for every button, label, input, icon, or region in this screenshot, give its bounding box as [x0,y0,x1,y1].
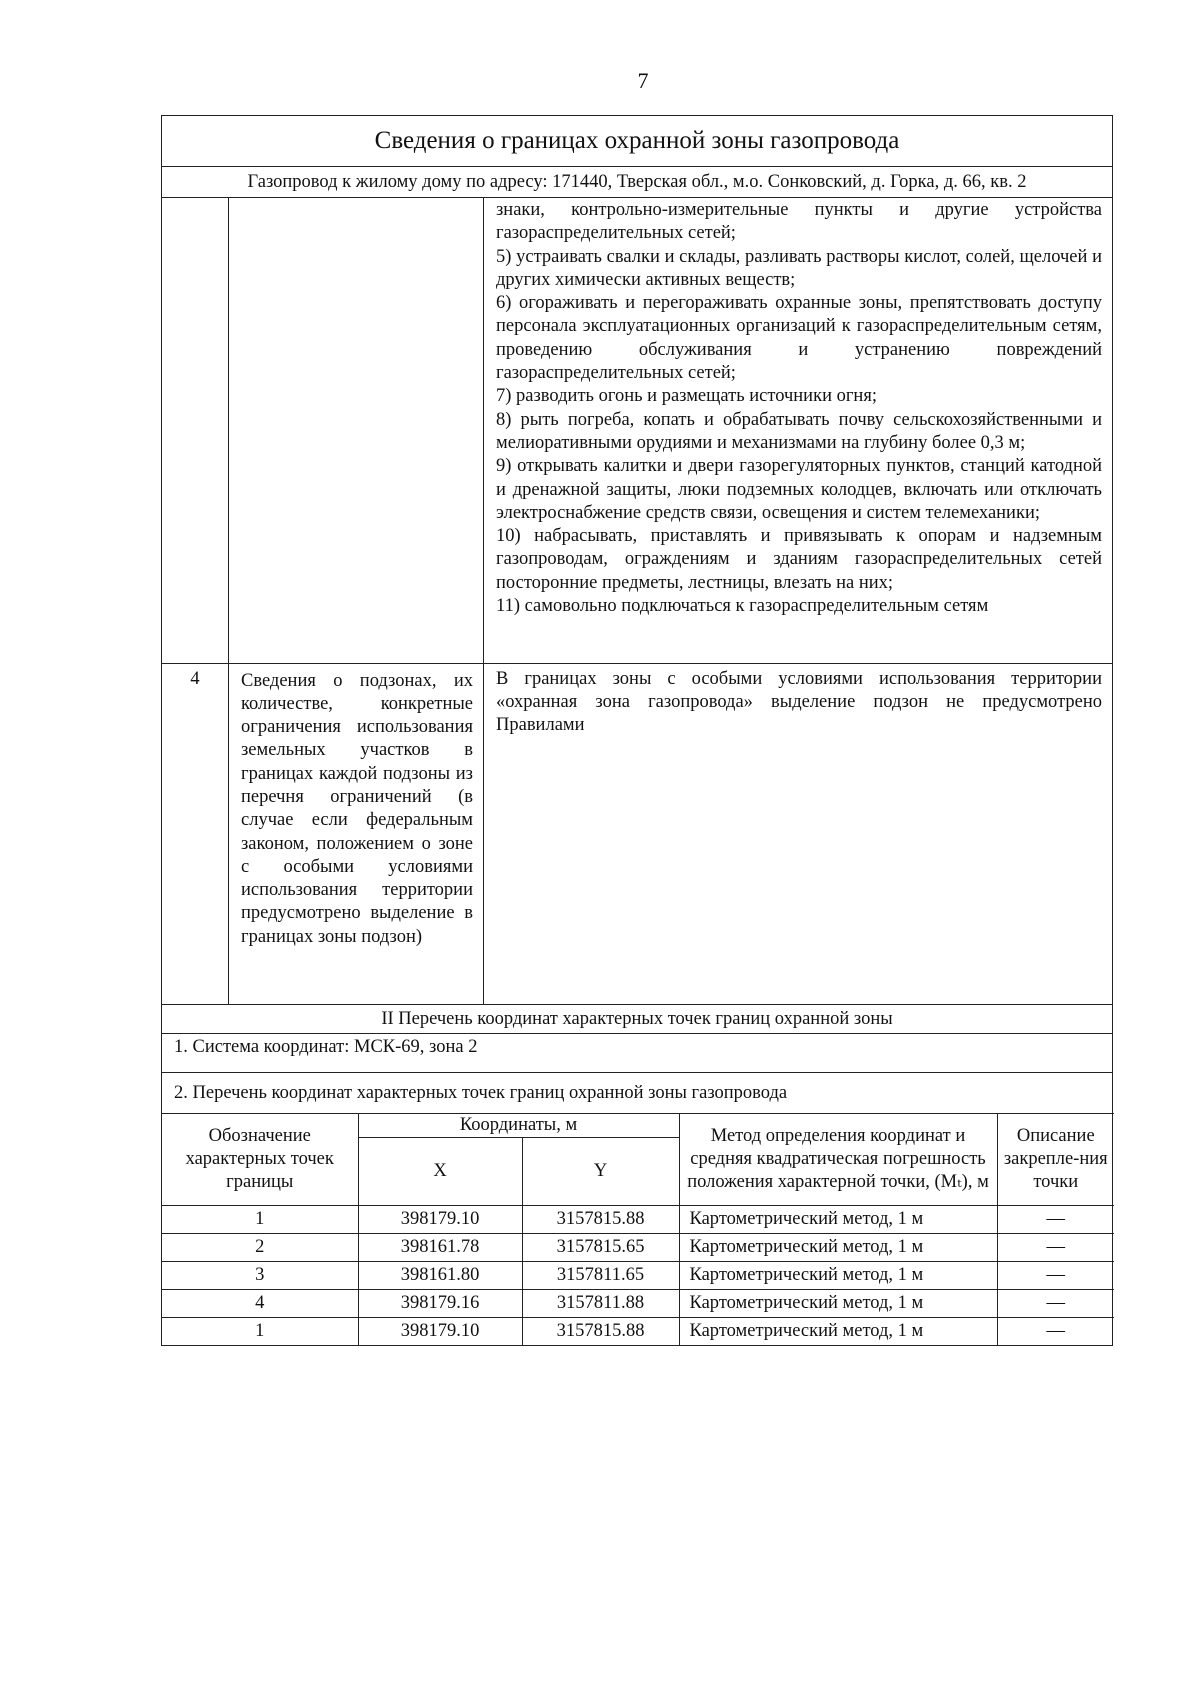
row-name-cell [229,198,484,663]
y-cell: 3157811.65 [522,1261,679,1289]
point-cell: 3 [162,1261,358,1289]
gas-pipeline-address: Газопровод к жилому дому по адресу: 171440, Тверская обл., м.о. Сонковский, д. Горка, д. 66, кв. 2 [162,167,1112,198]
description-cell: — [997,1233,1114,1261]
point-cell: 2 [162,1233,358,1261]
method-cell: Картометрический метод, 1 м [679,1317,997,1345]
restriction-item: 11) самовольно подключаться к газораспределительным сетям [496,596,989,617]
x-cell: 398179.10 [358,1317,522,1345]
coordinates-table [162,1113,1114,1345]
subzones-name: Сведения о подзонах, их количестве, конкретные ограничения использования земельных участков в границах каждой подзоны из перечня ограничений (в случае если федеральным законом, положением о зоне с особыми условиями использования территории предусмотрено выделение в границах зоны подзон) [229,663,484,1004]
header-y: Y [522,1137,679,1205]
x-cell: 398179.10 [358,1205,522,1233]
restriction-item: знаки, контрольно-измерительные пункты и другие устройства газораспределительных сетей; [496,200,1102,244]
coordinate-system: 1. Система координат: МСК-69, зона 2 [162,1034,1112,1073]
header-point: Обозначение характерных точек границы [162,1113,358,1205]
table-row [162,1317,1114,1345]
header-description: Описание закрепле-ния точки [997,1113,1114,1205]
description-cell: — [997,1289,1114,1317]
restriction-item: 5) устраивать свалки и склады, разливать растворы кислот, солей, щелочей и других химически активных веществ; [496,246,1102,290]
method-cell: Картометрический метод, 1 м [679,1205,997,1233]
page-number: 7 [637,68,649,93]
x-cell: 398161.80 [358,1261,522,1289]
y-cell: 3157815.88 [522,1205,679,1233]
table-row [162,1205,1114,1233]
method-cell: Картометрический метод, 1 м [679,1289,997,1317]
table-row [162,1289,1114,1317]
subzones-description: В границах зоны с особыми условиями использования территории «охранная зона газопровода» выделение подзон не предусмотрено Правилами [484,663,1113,1004]
table-row [162,1233,1114,1261]
x-cell: 398179.16 [358,1289,522,1317]
restrictions-table [162,198,1112,1005]
method-cell: Картометрический метод, 1 м [679,1233,997,1261]
y-cell: 3157815.65 [522,1233,679,1261]
x-cell: 398161.78 [358,1233,522,1261]
point-cell: 4 [162,1289,358,1317]
description-cell: — [997,1205,1114,1233]
subzones-number: 4 [162,663,229,1004]
table-row [162,1261,1114,1289]
description-cell: — [997,1261,1114,1289]
restrictions-list [484,198,1113,663]
coordinate-list-title: 2. Перечень координат характерных точек границ охранной зоны газопровода [174,1082,788,1103]
sheet-title: Сведения о границах охранной зоны газопровода [162,116,1112,167]
description-cell: — [997,1317,1114,1345]
restriction-item: 10) набрасывать, приставлять и привязывать к опорам и надземным газопроводам, ограждениям и зданиям газораспределительных сетей посторонние предметы, лестницы, влезать на них; [496,526,1102,593]
point-cell: 1 [162,1205,358,1233]
boundary-info-sheet [161,115,1113,1346]
header-method: Метод определения координат и средняя квадратическая погрешность положения характерной точки, (Mₜ), м [679,1113,997,1205]
restriction-item: 9) открывать калитки и двери газорегуляторных пунктов, станций катодной и дренажной защиты, люки подземных колодцев, включать или отключать электроснабжение средств связи, освещения и систем телемеханики; [496,456,1102,523]
row-number-cell [162,198,229,663]
point-cell: 1 [162,1317,358,1345]
method-cell: Картометрический метод, 1 м [679,1261,997,1289]
header-coordinates: Координаты, м [358,1113,679,1137]
section-2-heading: II Перечень координат характерных точек границ охранной зоны [162,1005,1112,1034]
header-x: X [358,1137,522,1205]
restrictions-continued-row [162,198,1112,663]
y-cell: 3157811.88 [522,1289,679,1317]
restriction-item: 7) разводить огонь и размещать источники огня; [496,386,877,407]
restriction-item: 8) рыть погреба, копать и обрабатывать почву сельскохозяйственными и мелиоративными орудиями и механизмами на глубину более 0,3 м; [496,409,1102,453]
subzones-row [162,663,1112,1004]
restriction-item: 6) огораживать и перегораживать охранные зоны, препятствовать доступу персонала эксплуатационных организаций к газораспределительным сетям, проведению обслуживания и устранению повреждений газораспределительных сетей; [496,293,1102,384]
y-cell: 3157815.88 [522,1317,679,1345]
